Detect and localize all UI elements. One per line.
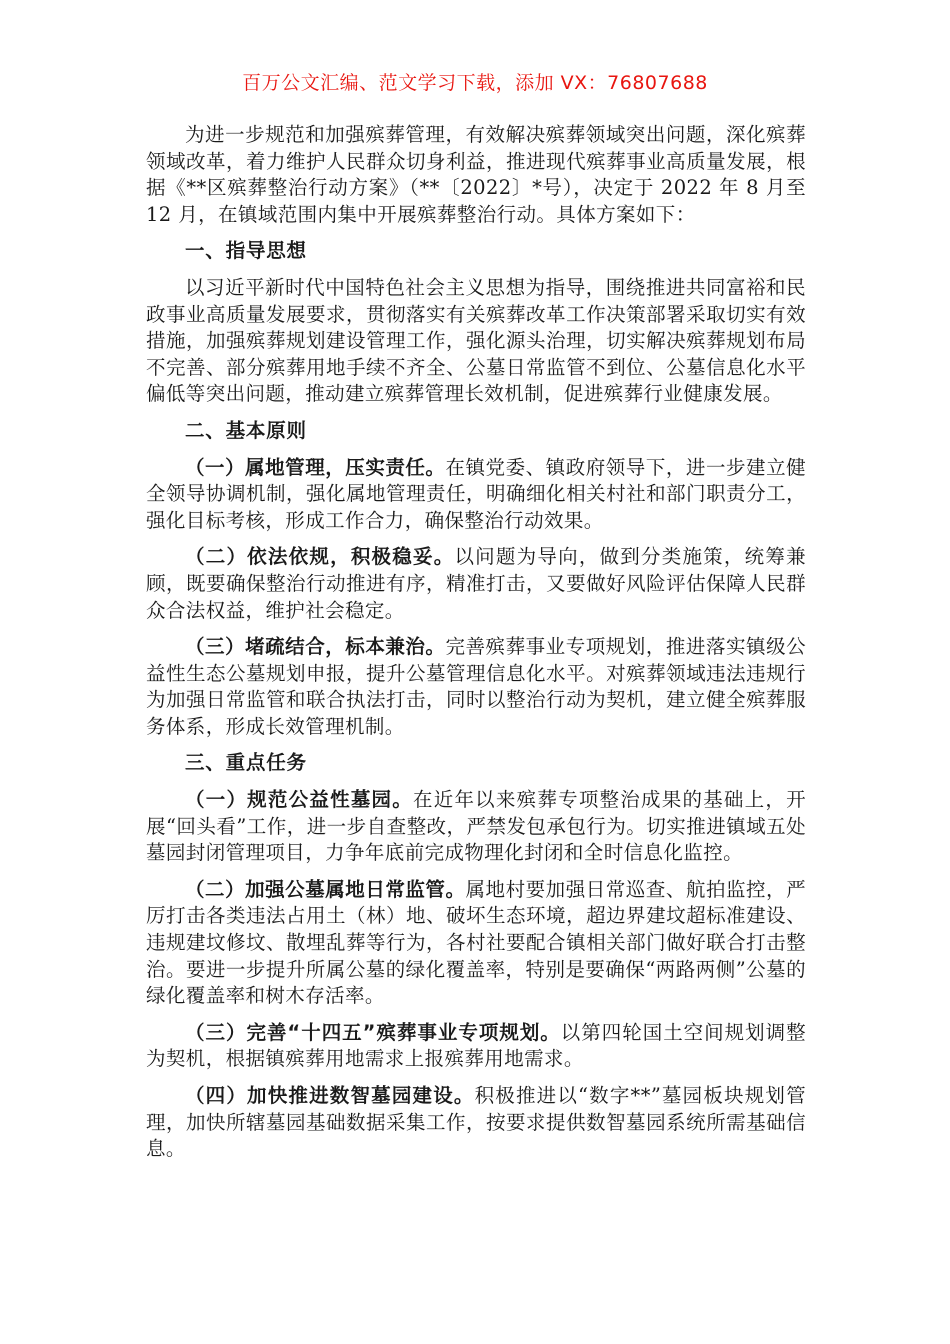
guiding-ideology-paragraph: 以习近平新时代中国特色社会主义思想为指导，围绕推进共同富裕和民政事业高质量发展要求，贯彻落实有关殡葬改革工作决策部署采取切实有效措施，加强殡葬规划建设管理工作，强化源头治理，切实解决殡葬规划布局不完善、部分殡葬用地手续不齐全、公墓日常监管不到位、公墓信息化水平偏低等突出问题，推动建立殡葬管理长效机制，促进殡葬行业健康发展。: [146, 275, 806, 406]
task-item: [146, 1083, 806, 1163]
task-item-lead: （四）加快推进数智墓园建设。: [185, 1084, 475, 1107]
principle-item-body: 完善殡葬事业专项规划，推进落实镇级公益性生态公墓规划申报，提升公墓管理信息化水平。对殡葬领域违法违规行为加强日常监管和联合执法打击，同时以整治行动为契机，建立健全殡葬服务体系，形成长效管理机制。: [146, 635, 807, 738]
principle-item-body: 以问题为导向，做到分类施策，统筹兼顾，既要确保整治行动推进有序，精准打击，又要做好风险评估保障人民群众合法权益，维护社会稳定。: [146, 545, 806, 622]
section-heading-guiding-ideology: 一、指导思想: [185, 239, 307, 263]
principle-item: [146, 634, 806, 740]
principle-item: [146, 544, 806, 624]
task-item: [146, 787, 806, 867]
principle-item-body: 在镇党委、镇政府领导下，进一步建立健全领导协调机制，强化属地管理责任，明确细化相关村社和部门职责分工，强化目标考核，形成工作合力，确保整治行动效果。: [146, 455, 807, 532]
task-item-body: 在近年以来殡葬专项整治成果的基础上，开展“回头看”工作，进一步自查整改，严禁发包承包行为。切实推进镇域五处墓园封闭管理项目，力争年底前完成物理化封闭和全时信息化监控。: [146, 788, 806, 865]
task-item-lead: （二）加强公墓属地日常监管。: [185, 877, 466, 901]
task-item-lead: （三）完善“十四五”殡葬事业专项规划。: [185, 1020, 561, 1044]
task-item-body: 以第四轮国土空间规划调整为契机，根据镇殡葬用地需求上报殡葬用地需求。: [146, 1020, 806, 1071]
task-item-body: 积极推进以“数字**”墓园板块规划管理，加快所辖墓园基础数据采集工作，按要求提供数智墓园系统所需基础信息。: [146, 1084, 806, 1161]
watermark-header: 百万公文汇编、范文学习下载，添加 VX：76807688: [242, 72, 708, 94]
task-item-lead: （一）规范公益性墓园。: [185, 788, 413, 812]
task-item: [146, 877, 806, 1010]
task-item: [146, 1020, 806, 1073]
task-item-body: 属地村要加强日常巡查、航拍监控，严厉打击各类违法占用土（林）地、破坏生态环境，超边界建坟超标准建设、违规建坟修坟、散埋乱葬等行为，各村社要配合镇相关部门做好联合打击整治。要进一步提升所属公墓的绿化覆盖率，特别是要确保“两路两侧”公墓的绿化覆盖率和树木存活率。: [146, 877, 806, 1008]
principle-item: [146, 455, 806, 535]
section-heading-basic-principles: 二、基本原则: [185, 418, 307, 442]
principle-item-lead: （二）依法依规，积极稳妥。: [185, 545, 455, 569]
section-heading-key-tasks: 三、重点任务: [185, 751, 307, 775]
intro-paragraph: 为进一步规范和加强殡葬管理，有效解决殡葬领域突出问题，深化殡葬领域改革，着力维护人民群众切身利益，推进现代殡葬事业高质量发展，根据《**区殡葬整治行动方案》（**〔2022〕*号），决定于 2022 年 8 月至 12 月，在镇域范围内集中开展殡葬整治行动。具体方案如下：: [146, 123, 806, 226]
principle-item-lead: （三）堵疏结合，标本兼治。: [185, 635, 446, 659]
document-body: [146, 122, 806, 1163]
principle-item-lead: （一）属地管理，压实责任。: [185, 455, 446, 479]
